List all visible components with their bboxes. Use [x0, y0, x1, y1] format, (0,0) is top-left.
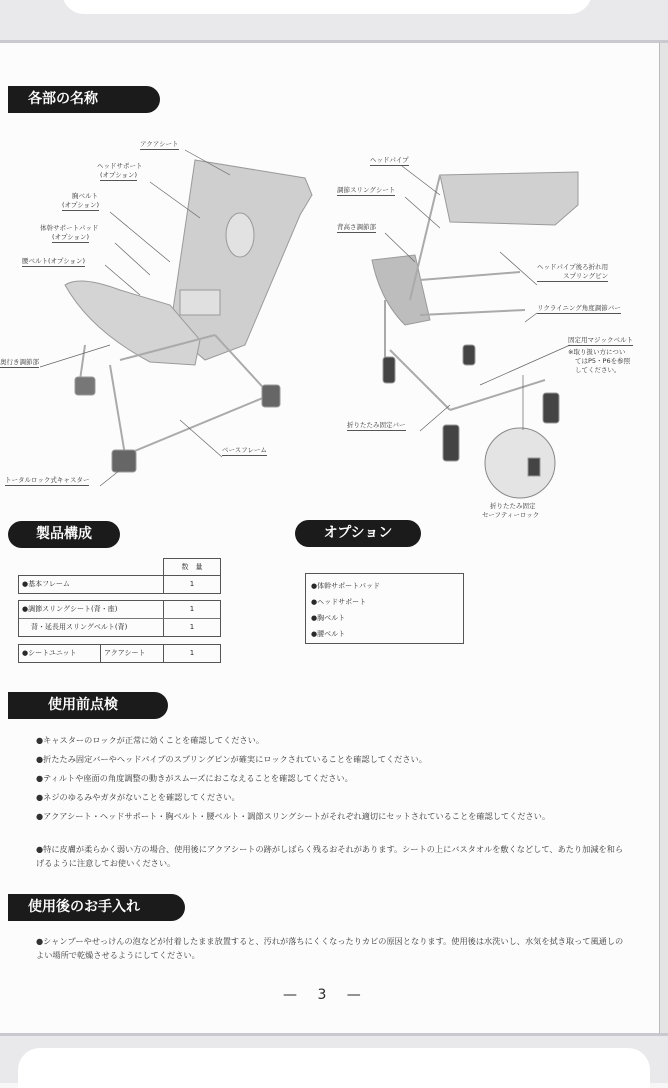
item-qty: 1	[189, 623, 195, 631]
item-sub: アクアシート	[101, 645, 164, 662]
pre-use-item: ●アクアシート・ヘッドサポート・胸ベルト・腰ベルト・調節スリングシートがそれぞれ適切にセットされていることを確認してください。	[36, 811, 551, 821]
page-number: — 3 —	[283, 987, 369, 1003]
label-sling-seat: 調節スリングシート	[337, 186, 396, 194]
note-line-1: ※取り扱い方につい	[568, 348, 626, 356]
item-qty: 1	[189, 605, 195, 613]
label-depth-adjuster: 奥行き調節部	[0, 358, 39, 366]
option-item: ●胸ベルト	[311, 614, 346, 622]
section-heading-after-use: 使用後のお手入れ	[8, 894, 185, 921]
option-item: ●体幹サポートパッド	[311, 582, 380, 590]
label-safety-lock-2: セーフティーロック	[482, 511, 540, 519]
composition-row-sling	[18, 600, 221, 637]
next-page-edge	[18, 1048, 650, 1088]
label-waist-belt: 腰ベルト(オプション)	[22, 257, 85, 265]
item-name: ●調節スリングシート(背・座)	[19, 601, 164, 618]
label-total-lock-caster: トータルロック式キャスター	[5, 476, 90, 484]
label-aqua-seat: アクアシート	[140, 140, 179, 148]
item-name: 背・延長用スリングベルト(背)	[19, 619, 164, 636]
label-trunk-pad: 体幹サポートパッド	[40, 224, 99, 232]
left-chair-illustration	[65, 160, 312, 472]
label-velcro-belt: 固定用マジックベルト	[568, 336, 633, 344]
label-head-support-option: (オプション)	[100, 171, 137, 179]
composition-row-seat	[18, 644, 221, 663]
option-item: ●腰ベルト	[311, 630, 346, 638]
label-trunk-pad-option: (オプション)	[52, 233, 89, 241]
section-heading-parts: 各部の名称	[8, 86, 160, 113]
label-chest-belt-option: (オプション)	[62, 201, 99, 209]
pre-use-item: ●特に皮膚が柔らかく弱い方の場合、使用後にアクアシートの跡がしばらく残るおそれがあります。シートの上にバスタオルを敷くなどして、あたり加減を和らげるように注意してお使いください。	[36, 844, 624, 868]
pre-use-item: ●ネジのゆるみやガタがないことを確認してください。	[36, 792, 240, 802]
label-head-support: ヘッドサポート	[97, 162, 143, 170]
section-heading-pre-use: 使用前点検	[8, 692, 168, 719]
pre-use-item: ●キャスターのロックが正常に効くことを確認してください。	[36, 735, 265, 745]
qty-header-label: 数 量	[181, 563, 203, 571]
item-name: ●シートユニット	[19, 645, 101, 662]
item-qty: 1	[189, 649, 195, 657]
option-item: ●ヘッドサポート	[311, 598, 367, 606]
section-heading-composition: 製品構成	[8, 521, 120, 548]
label-recline-bar: リクライニング角度調節バー	[537, 304, 621, 312]
note-line-3: してください。	[575, 366, 621, 374]
options-list	[305, 573, 464, 644]
label-spring-pin-1: ヘッドパイプ後ろ折れ用	[537, 263, 609, 271]
pre-use-item: ●折たたみ固定バーやヘッドパイプのスプリングピンが確実にロックされていることを確認してください。	[36, 754, 427, 764]
right-chair-illustration	[372, 172, 578, 498]
after-use-text: ●シャンプーやせっけんの泡などが付着したまま放置すると、汚れが落ちにくくなったりカビの原因となります。使用後は水洗いし、水気を拭き取って風通しのよい場所で乾燥させるようにしてください。	[36, 936, 624, 960]
item-name: ●基本フレーム	[19, 576, 164, 593]
note-line-2: てはP5・P6を参照	[575, 357, 631, 365]
label-fold-bar: 折りたたみ固定バー	[347, 421, 406, 429]
label-back-height: 背高さ調節部	[337, 223, 376, 231]
qty-header	[163, 558, 221, 576]
composition-row-frame	[18, 575, 221, 594]
label-chest-belt: 胸ベルト	[72, 192, 98, 200]
item-qty: 1	[189, 580, 195, 588]
section-heading-options: オプション	[295, 520, 421, 547]
label-head-pipe: ヘッドパイプ	[370, 156, 409, 164]
label-base-frame: ベースフレーム	[222, 446, 267, 454]
pre-use-item: ●ティルトや座面の角度調整の動きがスムーズにおこなえることを確認してください。	[36, 773, 353, 783]
label-spring-pin-2: スプリングピン	[537, 272, 608, 282]
label-safety-lock-1: 折りたたみ固定	[490, 502, 536, 510]
